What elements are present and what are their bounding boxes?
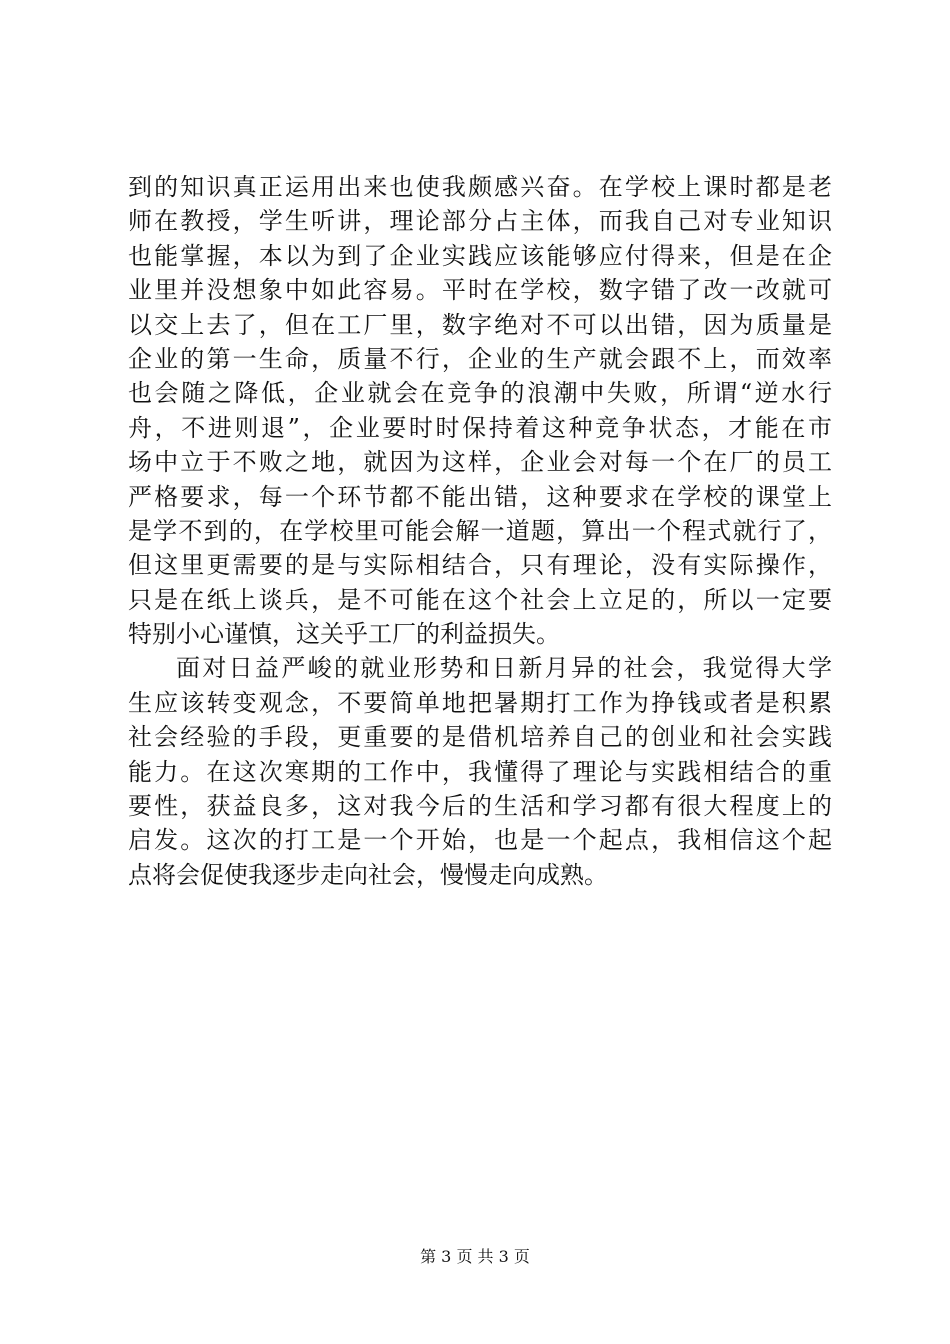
text-line: 启发。这次的打工是一个开始，也是一个起点，我相信这个起 bbox=[128, 826, 832, 855]
page-number-footer: 第 3 页 共 3 页 bbox=[420, 1247, 530, 1266]
text-line: 是学不到的，在学校里可能会解一道题，算出一个程式就行了， bbox=[128, 516, 832, 545]
text-line: 只是在纸上谈兵，是不可能在这个社会上立足的，所以一定要 bbox=[128, 585, 832, 614]
text-line: 场中立于不败之地，就因为这样，企业会对每一个在厂的员工 bbox=[128, 448, 832, 477]
text-line: 到的知识真正运用出来也使我颇感兴奋。在学校上课时都是老 bbox=[128, 173, 832, 201]
text-line: 要性，获益良多，这对我今后的生活和学习都有很大程度上的 bbox=[128, 792, 832, 821]
text-line: 严格要求，每一个环节都不能出错，这种要求在学校的课堂上 bbox=[128, 482, 832, 511]
text-line: 以交上去了，但在工厂里，数字绝对不可以出错，因为质量是 bbox=[128, 310, 832, 339]
text-line: 业里并没想象中如此容易。平时在学校，数字错了改一改就可 bbox=[128, 276, 832, 305]
text-line: 但这里更需要的是与实际相结合，只有理论，没有实际操作， bbox=[128, 551, 832, 580]
text-line: 生应该转变观念，不要简单地把暑期打工作为挣钱或者是积累 bbox=[128, 688, 832, 717]
text-line: 能力。在这次寒期的工作中，我懂得了理论与实践相结合的重 bbox=[128, 757, 832, 786]
text-line: 特别小心谨慎，这关乎工厂的利益损失。 bbox=[128, 620, 560, 649]
text-line: 企业的第一生命，质量不行，企业的生产就会跟不上，而效率 bbox=[128, 344, 832, 373]
document-body bbox=[128, 170, 832, 892]
paragraph-first-line: 面对日益严峻的就业形势和日新月异的社会，我觉得大学 bbox=[176, 654, 832, 683]
text-line: 也能掌握，本以为到了企业实践应该能够应付得来，但是在企 bbox=[128, 241, 832, 270]
text-line: 社会经验的手段，更重要的是借机培养自己的创业和社会实践 bbox=[128, 723, 832, 752]
text-line: 点将会促使我逐步走向社会，慢慢走向成熟。 bbox=[128, 860, 608, 889]
text-line: 师在教授，学生听讲，理论部分占主体，而我自己对专业知识 bbox=[128, 207, 832, 236]
text-line: 舟，不进则退”，企业要时时保持着这种竞争状态，才能在市 bbox=[128, 413, 832, 442]
text-line: 也会随之降低，企业就会在竞争的浪潮中失败，所谓“逆水行 bbox=[128, 379, 832, 408]
